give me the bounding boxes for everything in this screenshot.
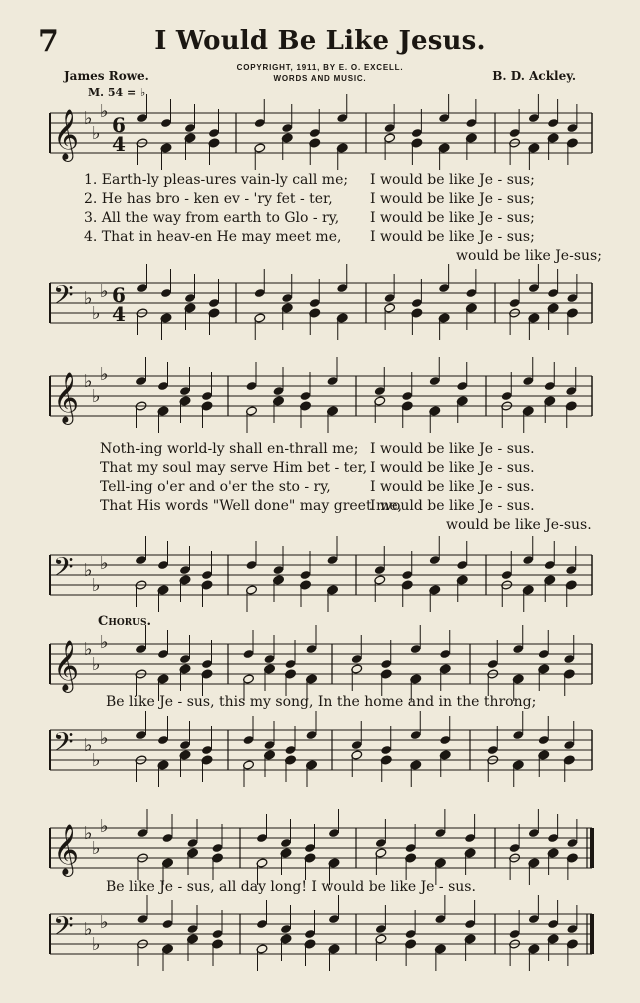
flat-icon: ♭ xyxy=(92,386,101,407)
flat-icon: ♭ xyxy=(92,575,101,596)
hymn-number: 7 xyxy=(38,24,59,59)
lyric-left: 2. He has bro - ken ev - 'ry fet - ter, xyxy=(84,191,333,207)
treble-staff-4 xyxy=(0,818,640,878)
lyric-left: 4. That in heav-en He may meet me, xyxy=(84,229,342,245)
flat-icon: ♭ xyxy=(92,750,101,771)
lyric-right: I would be like Je - sus. xyxy=(370,441,535,457)
time-signature: 4 xyxy=(112,302,126,326)
lyric-right: I would be like Je - sus. xyxy=(370,479,535,495)
time-signature: 6 xyxy=(112,283,126,307)
chorus-label: Chorus. xyxy=(98,614,152,629)
treble-staff-3 xyxy=(0,634,640,694)
flat-icon: ♭ xyxy=(100,816,109,837)
flat-icon: ♭ xyxy=(100,101,109,122)
bass-staff-1 xyxy=(0,273,640,333)
flat-icon: ♭ xyxy=(92,838,101,859)
treble-staff-2 xyxy=(0,366,640,426)
flat-icon: ♭ xyxy=(84,735,93,756)
bass-clef-icon: 𝄢 xyxy=(53,910,74,948)
bass-staff-4 xyxy=(0,904,640,964)
flat-icon: ♭ xyxy=(92,654,101,675)
lyric-left: 1. Earth-ly pleas-ures vain-ly call me; xyxy=(84,172,349,188)
flat-icon: ♭ xyxy=(84,288,93,309)
treble-clef-icon: 𝄞 xyxy=(53,109,80,160)
lyric-right: I would be like Je - sus; xyxy=(370,229,535,245)
lyricist-credit: James Rowe. xyxy=(64,69,149,83)
flat-icon: ♭ xyxy=(100,912,109,933)
treble-clef-icon: 𝄞 xyxy=(53,372,80,423)
flat-icon: ♭ xyxy=(84,639,93,660)
flat-icon: ♭ xyxy=(100,281,109,302)
bass-clef-icon: 𝄢 xyxy=(53,726,74,764)
lyric-left: That my soul may serve Him bet - ter, xyxy=(100,460,368,476)
lyric-tail: would be like Je-sus. xyxy=(446,517,592,533)
bass-clef-icon: 𝄢 xyxy=(53,551,74,589)
time-signature: 6 xyxy=(112,113,126,137)
lyric-right: I would be like Je - sus. xyxy=(370,498,535,514)
flat-icon: ♭ xyxy=(92,934,101,955)
lyric-left: Noth-ing world-ly shall en-thrall me; xyxy=(100,441,359,457)
composer-credit: B. D. Ackley. xyxy=(492,69,576,83)
flat-icon: ♭ xyxy=(84,919,93,940)
lyric-left: Tell-ing o'er and o'er the sto - ry, xyxy=(100,479,331,495)
half-note-icon: ♭ xyxy=(140,86,146,99)
flat-icon: ♭ xyxy=(100,632,109,653)
copyright-subline: WORDS AND MUSIC. xyxy=(273,74,367,83)
flat-icon: ♭ xyxy=(92,303,101,324)
flat-icon: ♭ xyxy=(84,560,93,581)
hymn-title: I Would Be Like Jesus. xyxy=(154,26,486,56)
lyric-right: I would be like Je - sus; xyxy=(370,191,535,207)
treble-staff-1 xyxy=(0,103,640,163)
lyric-right: I would be like Je - sus; xyxy=(370,210,535,226)
flat-icon: ♭ xyxy=(84,108,93,129)
lyric-tail: would be like Je-sus; xyxy=(456,248,602,264)
bass-clef-icon: 𝄢 xyxy=(53,279,74,317)
treble-clef-icon: 𝄞 xyxy=(53,640,80,691)
lyric-left: 3. All the way from earth to Glo - ry, xyxy=(84,210,340,226)
treble-clef-icon: 𝄞 xyxy=(53,824,80,875)
lyric-left: That His words "Well done" may greet me, xyxy=(100,498,403,514)
copyright-line: COPYRIGHT, 1911, BY E. O. EXCELL. xyxy=(236,63,404,72)
bass-staff-2 xyxy=(0,545,640,605)
flat-icon: ♭ xyxy=(100,364,109,385)
lyric-right: I would be like Je - sus. xyxy=(370,460,535,476)
metronome-marking xyxy=(88,86,145,99)
flat-icon: ♭ xyxy=(84,823,93,844)
flat-icon: ♭ xyxy=(92,123,101,144)
flat-icon: ♭ xyxy=(100,728,109,749)
metronome-text: M. 54 = xyxy=(88,86,137,99)
lyric-right: I would be like Je - sus; xyxy=(370,172,535,188)
bass-staff-3 xyxy=(0,720,640,780)
chorus-lyric: Be like Je - sus, all day long! I would be like Je - sus. xyxy=(106,879,476,895)
flat-icon: ♭ xyxy=(84,371,93,392)
chorus-lyric: Be like Je - sus, this my song, In the home and in the throng; xyxy=(106,694,537,710)
flat-icon: ♭ xyxy=(100,553,109,574)
time-signature: 4 xyxy=(112,132,126,156)
